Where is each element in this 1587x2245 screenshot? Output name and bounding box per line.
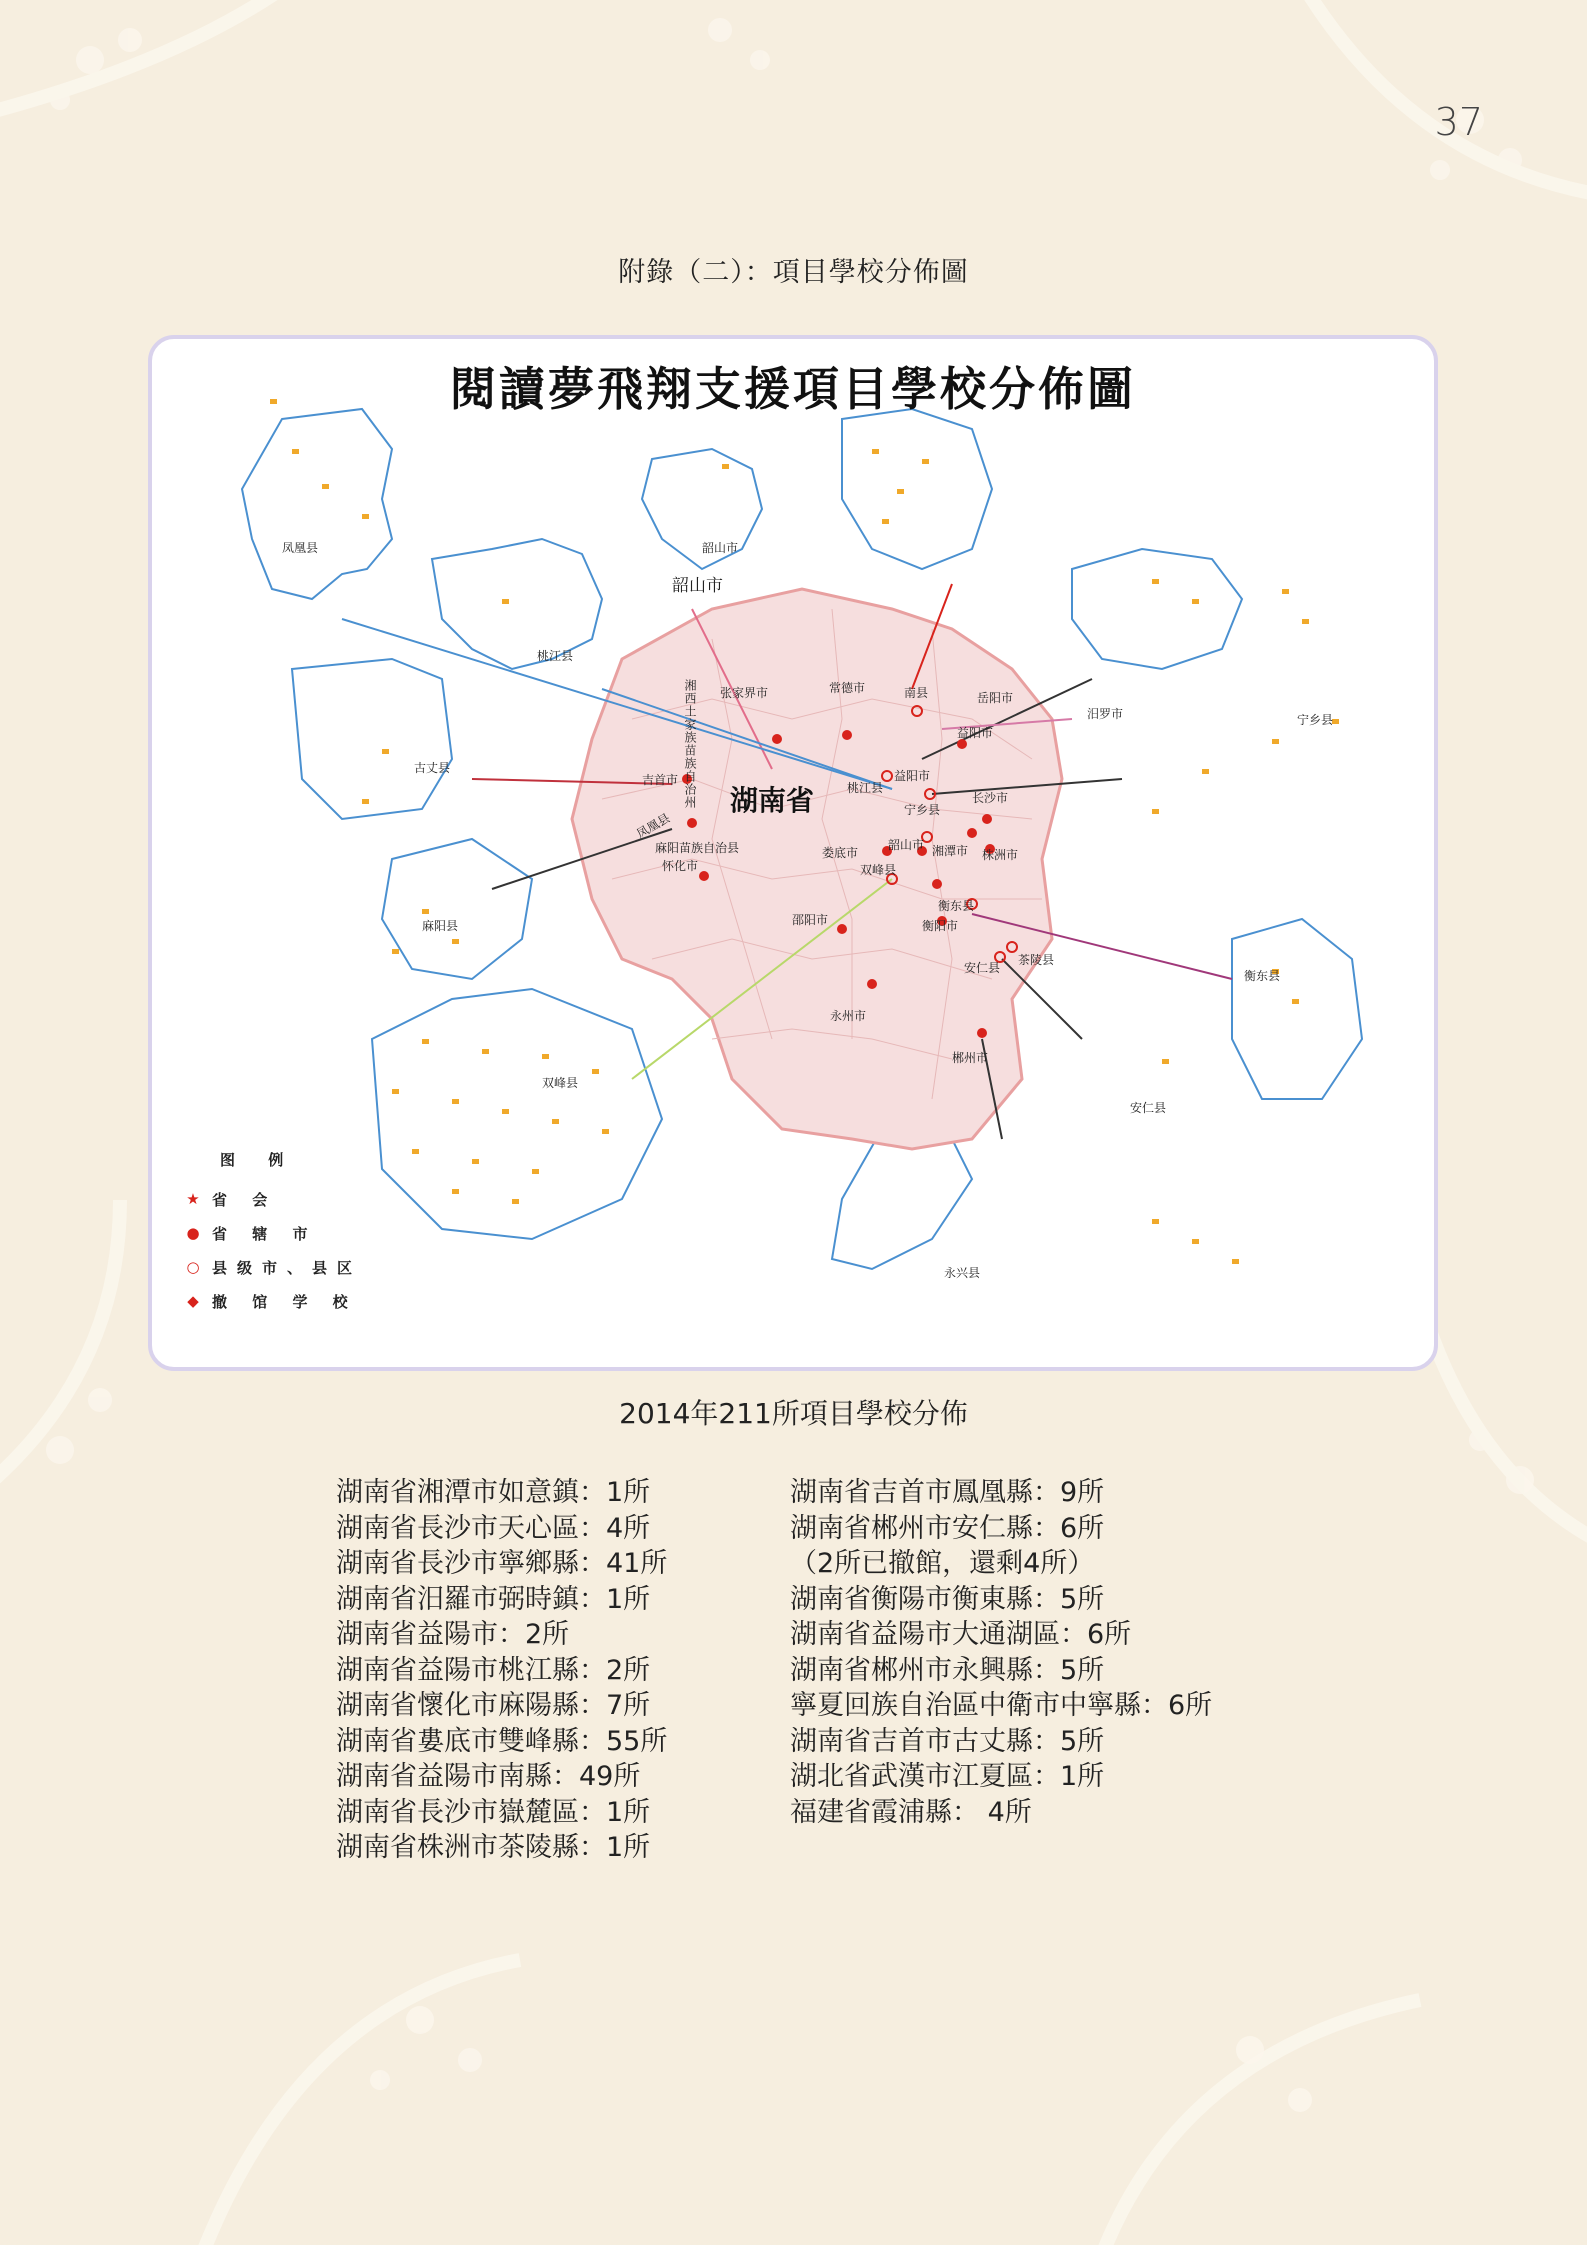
list-item: 湖南省郴州市永興縣：5所: [790, 1654, 1105, 1686]
label-shaoshan-mid: 韶山市: [888, 838, 925, 852]
list-item: 湖南省長沙市天心區：4所: [336, 1512, 651, 1544]
legend-item-city: [180, 1216, 362, 1250]
label-changsha: 长沙市: [972, 791, 1009, 805]
label-mayang: 麻阳县: [422, 919, 459, 933]
label-yiyang: 益阳市: [894, 769, 931, 783]
label-hengdong: 衡东县: [938, 899, 975, 913]
label-yongzhou: 永州市: [830, 1009, 867, 1023]
list-item: 湖南省益陽市桃江縣：2所: [336, 1654, 651, 1686]
list-item: （2所已撤館，還剩4所）: [790, 1548, 1095, 1579]
label-mayang-mid: 麻阳苗族自治县: [655, 841, 740, 855]
list-item: 湖南省長沙市寧鄉縣：41所: [336, 1548, 668, 1579]
region-hengdong-right: [1232, 919, 1362, 1099]
legend-label: 省 辖 市: [212, 1224, 318, 1243]
label-taojiang: 桃江县: [537, 649, 574, 663]
legend-item-county: [180, 1250, 362, 1284]
list-item: 湖南省益陽市：2所: [336, 1619, 570, 1650]
label-chaling: 茶陵县: [1018, 953, 1055, 967]
label-zhangjiajie: 张家界市: [720, 686, 769, 700]
label-changde: 常德市: [829, 681, 866, 695]
legend-label: 县级市、县区: [212, 1258, 363, 1277]
map-figure: [148, 335, 1438, 1371]
region-taojiang: [432, 539, 602, 669]
school-list-left: [336, 1475, 667, 1866]
label-miluo: 汨罗市: [1087, 707, 1124, 721]
label-ningxiang: 宁乡县: [904, 803, 941, 817]
region-dongting: [1072, 549, 1242, 669]
star-icon: ★: [186, 1190, 200, 1208]
label-xiangxi: 湘西土家族苗族自治州: [683, 679, 697, 809]
label-yiyang-top: 益阳市: [957, 726, 994, 740]
list-item: 寧夏回族自治區中衛市中寧縣：6所: [790, 1690, 1213, 1721]
list-item: 湖南省郴州市安仁縣：6所: [790, 1512, 1105, 1544]
region-guzhang: [292, 659, 452, 819]
label-huaihua: 怀化市: [662, 859, 699, 873]
list-item: 湖南省株洲市茶陵縣：1所: [336, 1832, 651, 1863]
label-hengdong-right: 衡东县: [1244, 969, 1281, 983]
list-item: 湖南省湘潭市如意鎮：1所: [336, 1477, 651, 1508]
filled-circle-icon: ●: [186, 1224, 200, 1242]
region-fenghuang: [242, 409, 392, 599]
appendix-title: 附錄（二）：項目學校分佈圖: [618, 257, 969, 288]
list-item: 湖南省婁底市雙峰縣：55所: [336, 1725, 668, 1757]
legend-title: 图 例: [220, 1151, 298, 1169]
list-item: 福建省霞浦縣： 4所: [790, 1796, 1032, 1828]
page-number: 37: [1434, 100, 1483, 144]
hunan-province: [572, 589, 1062, 1149]
school-list-right: [790, 1475, 1212, 1830]
label-fenghuang-mid: 凤凰县: [634, 810, 673, 841]
hollow-circle-icon: ○: [186, 1258, 200, 1276]
label-fenghuang: 凤凰县: [282, 541, 319, 555]
label-nanxian: 南县: [904, 686, 929, 700]
region-nanxian: [842, 409, 992, 569]
legend-label: 省 会: [212, 1190, 278, 1209]
label-anren-right: 安仁县: [1130, 1101, 1167, 1115]
label-yongxing: 永兴县: [944, 1266, 981, 1280]
list-item: 湖南省吉首市鳳凰縣：9所: [790, 1477, 1105, 1508]
label-chenzhou: 郴州市: [952, 1051, 989, 1065]
label-anren: 安仁县: [964, 961, 1001, 975]
map-title: 閱讀夢飛翔支援項目學校分佈圖: [450, 362, 1136, 416]
map-legend: [180, 1149, 362, 1318]
legend-item-capital: [180, 1182, 362, 1216]
label-xiangtan: 湘潭市: [932, 844, 969, 858]
list-item: 湖南省懷化市麻陽縣：7所: [336, 1690, 651, 1721]
region-mayang: [382, 839, 532, 979]
label-yueyang: 岳阳市: [977, 691, 1014, 705]
label-shuangfeng-left: 双峰县: [542, 1076, 579, 1090]
legend-label: 撤 馆 学 校: [212, 1292, 358, 1311]
list-item: 湖南省長沙市嶽麓區：1所: [336, 1796, 651, 1828]
label-shaoshan: 韶山市: [672, 576, 723, 596]
label-hengyang: 衡阳市: [922, 919, 959, 933]
list-item: 湖南省汨羅市弼時鎮：1所: [336, 1583, 651, 1615]
legend-item-closed-school: [180, 1284, 362, 1318]
list-item: 湖南省益陽市南縣：49所: [336, 1761, 641, 1792]
label-guzhang: 古丈县: [414, 761, 451, 775]
list-item: 湖南省衡陽市衡東縣：5所: [790, 1583, 1105, 1615]
label-loudi: 娄底市: [822, 846, 859, 860]
label-shuangfeng: 双峰县: [860, 863, 897, 877]
list-item: 湖北省武漢市江夏區：1所: [790, 1761, 1105, 1792]
label-taojiang-mid: 桃江县: [847, 781, 884, 795]
distribution-subtitle: 2014年211所項目學校分佈: [619, 1397, 968, 1430]
label-hunan: 湖南省: [730, 784, 815, 817]
list-item: 湖南省吉首市古丈縣：5所: [790, 1725, 1105, 1757]
label-zhuzhou: 株洲市: [982, 848, 1019, 862]
label-shaoshan-small: 韶山市: [702, 541, 739, 555]
label-ningxiang-right: 宁乡县: [1297, 713, 1334, 727]
list-item: 湖南省益陽市大通湖區：6所: [790, 1619, 1132, 1650]
label-shaoyang: 邵阳市: [792, 913, 829, 927]
label-jishou: 吉首市: [642, 773, 679, 787]
diamond-icon: ◆: [187, 1292, 199, 1310]
